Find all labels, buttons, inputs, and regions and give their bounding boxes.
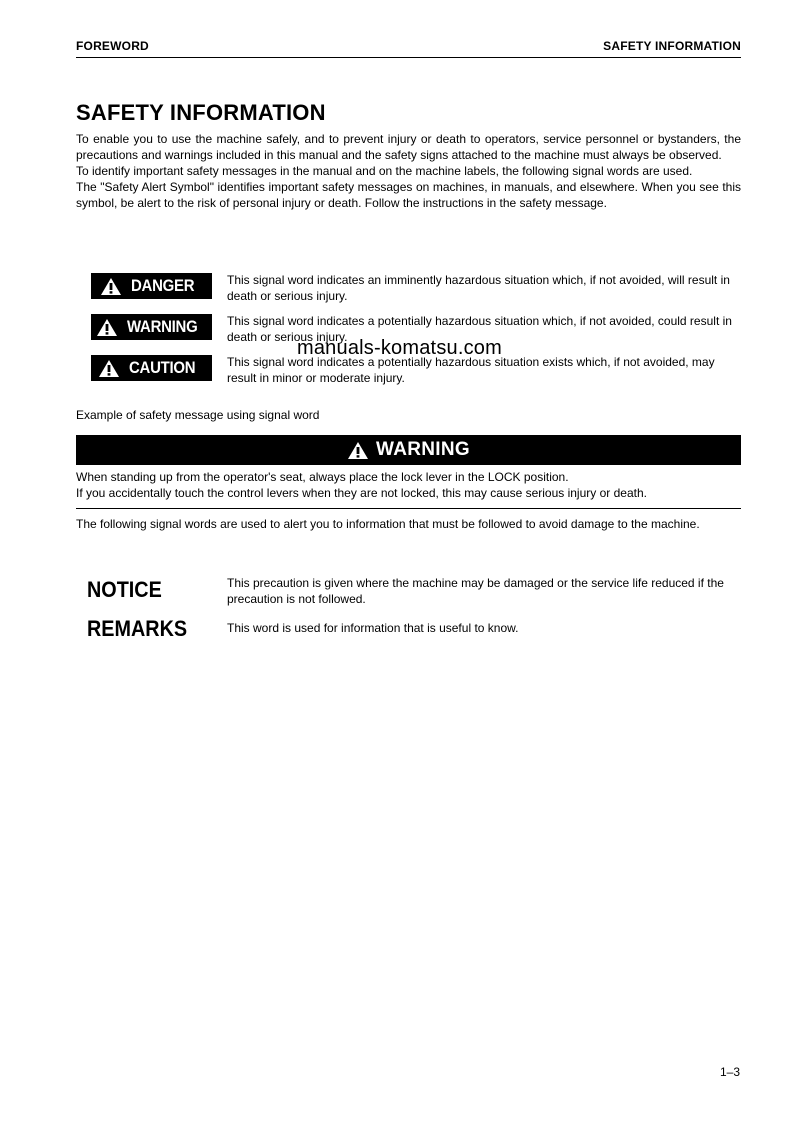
following-text: The following signal words are used to alert you to information that must be followed to avoid damage to the machine. xyxy=(76,517,700,531)
warning-label: WARNING xyxy=(126,317,198,336)
safety-alert-icon xyxy=(347,441,369,460)
caution-description: This signal word indicates a potentially hazardous situation exists which, if not avoided, may result in minor or moderate injury. xyxy=(227,355,715,385)
danger-label: DANGER xyxy=(131,276,195,295)
warning-description: This signal word indicates a potentially hazardous situation which, if not avoided, could result in death or serious injury. xyxy=(227,314,732,344)
example-warning-banner xyxy=(76,435,741,465)
danger-badge xyxy=(91,273,212,299)
safety-alert-icon xyxy=(100,277,122,296)
intro-paragraph: To enable you to use the machine safely, and to prevent injury or death to operators, service personnel or bystanders, the precautions and warnings included in this manual and the safety signs attached to the machine must always be observed. xyxy=(76,132,741,162)
intro-paragraph: The "Safety Alert Symbol" identifies important safety messages on machines, in manuals, and elsewhere. When you see this symbol, be alert to the risk of personal injury or death. Follow the instructions in the safety message. xyxy=(76,180,741,210)
safety-alert-icon xyxy=(96,318,118,337)
example-warning-text xyxy=(76,469,741,501)
safety-alert-icon xyxy=(98,359,120,378)
page-header xyxy=(76,38,741,58)
intro-paragraph: To identify important safety messages in the manual and on the machine labels, the following signal words are used. xyxy=(76,164,693,178)
caution-badge xyxy=(91,355,212,381)
page-number: 1–3 xyxy=(719,1065,740,1079)
caution-label: CAUTION xyxy=(129,358,196,377)
intro-text xyxy=(76,131,741,211)
example-warning-label: WARNING xyxy=(376,439,470,460)
example-line: If you accidentally touch the control levers when they are not locked, this may cause serious injury or death. xyxy=(76,486,647,500)
remarks-label: REMARKS xyxy=(87,616,188,641)
header-section-name: FOREWORD xyxy=(76,39,149,53)
notice-description: This precaution is given where the machine may be damaged or the service life reduced if the precaution is not followed. xyxy=(227,576,724,606)
divider xyxy=(76,508,741,509)
watermark: manuals-komatsu.com xyxy=(297,337,502,359)
header-topic: SAFETY INFORMATION xyxy=(603,39,741,53)
warning-badge xyxy=(91,314,212,340)
example-caption: Example of safety message using signal word xyxy=(76,408,320,422)
page-title: SAFETY INFORMATION xyxy=(76,100,326,125)
notice-label: NOTICE xyxy=(87,577,162,602)
danger-description: This signal word indicates an imminently hazardous situation which, if not avoided, will result in death or serious injury. xyxy=(227,273,730,303)
remarks-description: This word is used for information that is useful to know. xyxy=(227,621,519,635)
example-line: When standing up from the operator's seat, always place the lock lever in the LOCK position. xyxy=(76,470,569,484)
